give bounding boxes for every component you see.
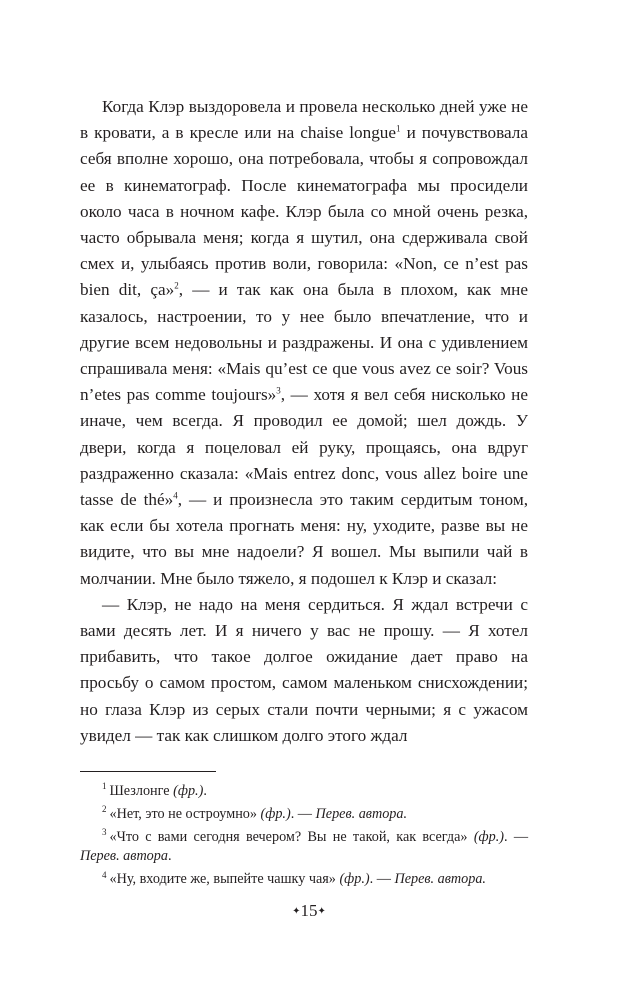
footnote-marker: 3 [102, 826, 107, 837]
footnote-text: . [167, 848, 172, 865]
footnote-marker: 2 [102, 804, 107, 815]
page-number-block [0, 900, 618, 923]
footnote-ref: 4 [173, 490, 178, 501]
footnote-italic: Перев. автора. [315, 805, 408, 822]
ornament-left-icon: ✦ [292, 906, 301, 917]
footnote-text: «Нет, это не остроумно» [109, 805, 261, 822]
body-text [80, 94, 528, 749]
ornament-right-icon: ✦ [317, 906, 326, 917]
footnote [80, 828, 528, 868]
footnote [80, 805, 528, 825]
footnote-text: . — [503, 828, 529, 845]
footnote-text: . [203, 783, 207, 800]
text-run: — Клэр, не надо на меня сердиться. Я ждал встречи с вами десять лет. И я ничего у вас не прошу. — Я хотел прибавить, что такое долгое ожидание дает право на просьбу о самом простом, самом маленьком снисхождении; но глаза Клэр из серых стали почти черными; я с ужасом увидел — так как слишком долго этого ждал [80, 594, 528, 745]
footnote-ref: 1 [396, 123, 401, 134]
footnotes [80, 782, 528, 890]
footnote-text: Шезлонге [109, 783, 174, 800]
page-content [80, 94, 528, 893]
footnote-italic: (фр.) [473, 828, 504, 845]
footnote-text: . — [369, 871, 395, 888]
footnote [80, 870, 528, 890]
footnote-italic: Перев. автора. [394, 871, 486, 888]
footnote-italic: (фр.) [173, 783, 204, 800]
text-run: , — хотя я вел себя нисколько не иначе, чем всегда. Я проводил ее домой; шел дождь. У двери, когда я поцеловал ей руку, прощаясь, она вдруг раздраженно сказала: «Mais entrez donc, vous allez boire une tasse de thé» [80, 385, 528, 510]
page-number: 15 [300, 901, 318, 920]
text-run: , — и так как она была в плохом, как мне казалось, настроении, то у нее было впечатление, что и другие всем недовольны и раздражены. И она с удивлением спрашивала меня: «Mais qu’est ce que vous avez ce soir? Vous n’etes pas comme toujours» [80, 280, 529, 405]
footnote-marker: 1 [102, 781, 107, 792]
footnote-text: «Ну, входите же, выпейте чашку чая» [109, 871, 340, 888]
paragraph [80, 592, 528, 749]
footnote-ref: 2 [174, 280, 179, 291]
footnote-text: . — [290, 805, 316, 822]
footnote-ref: 3 [276, 385, 281, 396]
text-run: и почувствовала себя вполне хорошо, она потребовала, чтобы я сопровождал ее в кинематограф. После кинематографа мы просидели около часа в ночном кафе. Клэр была со мной очень резка, часто обрывала меня; когда я шутил, она сдерживала свой смех и, улыбаясь против воли, говорила: «Non, ce n’est pas bien dit, ça» [80, 123, 528, 300]
text-run: Когда Клэр выздоровела и провела несколько дней уже не в кровати, а в кресле или на chaise longue [80, 97, 528, 143]
footnote-marker: 4 [102, 869, 107, 880]
footnote-text: «Что с вами сегодня вечером? Вы не такой, как всегда» [109, 828, 474, 845]
footnote-separator [80, 771, 216, 772]
footnote [80, 782, 528, 802]
footnote-italic: Перев. автора [80, 848, 168, 865]
footnote-italic: (фр.) [339, 871, 370, 888]
footnote-italic: (фр.) [260, 805, 291, 822]
paragraph [80, 94, 528, 592]
text-run: , — и произнесла это таким сердитым тоном, как если бы хотела прогнать меня: ну, уходите, разве вы не видите, что вы мне надоели? Я вошел. Мы выпили чай в молчании. Мне было тяжело, я подошел к Клэр и сказал: [80, 490, 528, 588]
